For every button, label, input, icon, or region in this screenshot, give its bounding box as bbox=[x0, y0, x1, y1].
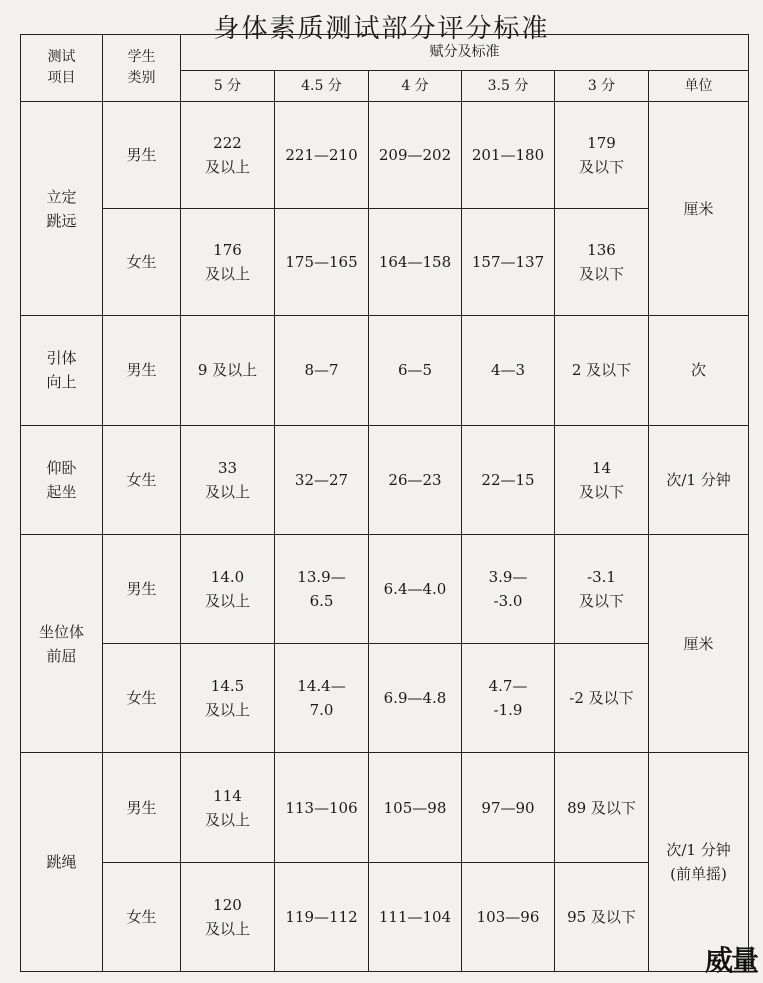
score-cell: 113—106 bbox=[275, 753, 369, 862]
score-cell: 2 及以下 bbox=[555, 316, 649, 425]
score-cell: 9 及以上 bbox=[181, 316, 275, 425]
score-cell: 13.9— 6.5 bbox=[275, 534, 369, 643]
score-cell: -2 及以下 bbox=[555, 644, 649, 753]
score-cell: 26—23 bbox=[369, 425, 462, 534]
score-cell: 3.9— -3.0 bbox=[462, 534, 555, 643]
score-cell: 4.7— -1.9 bbox=[462, 644, 555, 753]
student-category: 女生 bbox=[103, 644, 181, 753]
header-score: 4 分 bbox=[369, 71, 462, 101]
score-cell: 14.4— 7.0 bbox=[275, 644, 369, 753]
score-cell: 14.0 及以上 bbox=[181, 534, 275, 643]
score-cell: 157—137 bbox=[462, 209, 555, 316]
header-item: 测试 项目 bbox=[21, 35, 103, 102]
score-cell: 14 及以下 bbox=[555, 425, 649, 534]
test-item-name: 坐位体 前屈 bbox=[21, 534, 103, 753]
unit-cell: 次/1 分钟 bbox=[649, 425, 749, 534]
score-cell: 221—210 bbox=[275, 101, 369, 208]
score-cell: 4—3 bbox=[462, 316, 555, 425]
score-cell: -3.1 及以下 bbox=[555, 534, 649, 643]
student-category: 男生 bbox=[103, 101, 181, 208]
unit-cell: 厘米 bbox=[649, 534, 749, 753]
score-cell: 201—180 bbox=[462, 101, 555, 208]
score-cell: 119—112 bbox=[275, 862, 369, 971]
student-category: 女生 bbox=[103, 862, 181, 971]
score-cell: 6.9—4.8 bbox=[369, 644, 462, 753]
student-category: 女生 bbox=[103, 425, 181, 534]
score-cell: 89 及以下 bbox=[555, 753, 649, 862]
header-score: 5 分 bbox=[181, 71, 275, 101]
header-score: 3 分 bbox=[555, 71, 649, 101]
watermark-logo: 威量 bbox=[704, 944, 757, 977]
unit-cell: 次 bbox=[649, 316, 749, 425]
score-cell: 6—5 bbox=[369, 316, 462, 425]
score-cell: 209—202 bbox=[369, 101, 462, 208]
test-item-name: 引体 向上 bbox=[21, 316, 103, 425]
score-cell: 22—15 bbox=[462, 425, 555, 534]
score-cell: 179 及以下 bbox=[555, 101, 649, 208]
page-title: 身体素质测试部分评分标准 bbox=[213, 14, 550, 44]
score-cell: 14.5 及以上 bbox=[181, 644, 275, 753]
student-category: 男生 bbox=[103, 753, 181, 862]
score-cell: 6.4—4.0 bbox=[369, 534, 462, 643]
score-cell: 164—158 bbox=[369, 209, 462, 316]
student-category: 男生 bbox=[103, 316, 181, 425]
score-cell: 95 及以下 bbox=[555, 862, 649, 971]
header-unit: 单位 bbox=[649, 71, 749, 101]
score-cell: 222 及以上 bbox=[181, 101, 275, 208]
student-category: 男生 bbox=[103, 534, 181, 643]
header-category: 学生 类别 bbox=[103, 35, 181, 102]
header-score-group: 赋分及标准 bbox=[181, 35, 749, 71]
score-cell: 136 及以下 bbox=[555, 209, 649, 316]
unit-cell: 次/1 分钟 (前单摇) bbox=[649, 753, 749, 972]
score-cell: 8—7 bbox=[275, 316, 369, 425]
score-cell: 175—165 bbox=[275, 209, 369, 316]
test-item-name: 立定 跳远 bbox=[21, 101, 103, 316]
unit-cell: 厘米 bbox=[649, 101, 749, 316]
student-category: 女生 bbox=[103, 209, 181, 316]
score-cell: 103—96 bbox=[462, 862, 555, 971]
test-item-name: 跳绳 bbox=[21, 753, 103, 972]
score-cell: 33 及以上 bbox=[181, 425, 275, 534]
score-cell: 114 及以上 bbox=[181, 753, 275, 862]
header-score: 3.5 分 bbox=[462, 71, 555, 101]
score-cell: 105—98 bbox=[369, 753, 462, 862]
scoring-table bbox=[20, 34, 749, 972]
score-cell: 32—27 bbox=[275, 425, 369, 534]
header-score: 4.5 分 bbox=[275, 71, 369, 101]
score-cell: 176 及以上 bbox=[181, 209, 275, 316]
score-cell: 97—90 bbox=[462, 753, 555, 862]
test-item-name: 仰卧 起坐 bbox=[21, 425, 103, 534]
score-cell: 111—104 bbox=[369, 862, 462, 971]
score-cell: 120 及以上 bbox=[181, 862, 275, 971]
